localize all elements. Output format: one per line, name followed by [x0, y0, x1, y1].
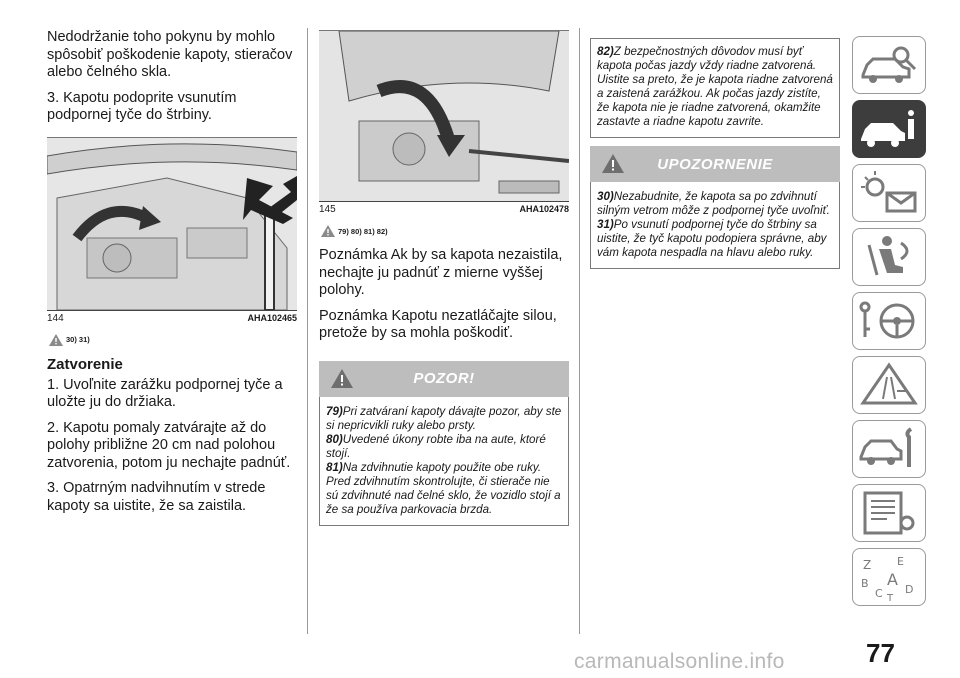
- step-2: 2. Kapotu pomaly zatvárajte až do polohy približne 20 cm nad polohou zatvorenia, potom ju nechajte padnúť.: [47, 419, 291, 471]
- tab-technical-specifications[interactable]: [852, 484, 926, 542]
- alert-box-body: [319, 397, 569, 526]
- tab-servicing-maintenance[interactable]: [852, 420, 926, 478]
- column-3: [590, 0, 840, 269]
- warning-triangle-icon: [331, 369, 353, 388]
- svg-text:T: T: [887, 593, 894, 601]
- item-text: Po vsunutí podpornej tyče do štrbiny sa uistite, že tyč kapotu podopiera správne, aby vám kapota nespadla na hlavu alebo ruky.: [597, 218, 827, 259]
- car-wrench-icon: [857, 425, 921, 473]
- alert-box-header: [590, 146, 840, 182]
- column-divider: [579, 28, 580, 634]
- item-number: 30): [597, 190, 614, 203]
- step-1: 1. Uvoľnite zarážku podpornej tyče a uložte ju do držiaka.: [47, 376, 283, 410]
- car-magnifier-icon: [857, 41, 921, 89]
- alert-title: POZOR!: [413, 370, 475, 387]
- specifications-list-icon: [857, 489, 921, 537]
- alert-box-body: [590, 182, 840, 269]
- hood-closing-illustration: [319, 31, 569, 201]
- alert-item: [326, 461, 562, 517]
- airbag-seat-icon: [857, 233, 921, 281]
- tab-safety[interactable]: [852, 228, 926, 286]
- warning-lights-icon: [857, 169, 921, 217]
- svg-text:C: C: [875, 587, 883, 600]
- paragraph: Nedodržanie toho pokynu by mohlo spôsobiť poškodenie kapoty, stieračov alebo čelného skla.: [47, 29, 293, 80]
- figure-number: 145: [319, 204, 336, 215]
- page-number: 77: [866, 638, 895, 668]
- item-number: 31): [597, 218, 614, 231]
- alert-title: UPOZORNENIE: [657, 155, 773, 173]
- car-info-icon: [857, 105, 921, 153]
- warning-continuation-box: [590, 38, 840, 138]
- alert-item: [326, 433, 562, 461]
- key-steering-wheel-icon: [857, 297, 921, 345]
- figure-caption: [319, 204, 569, 215]
- item-text: Nezabudnite, že kapota sa po zdvihnutí silným vetrom môže z podpornej tyče uvoľniť.: [597, 190, 830, 217]
- svg-text:Z: Z: [863, 558, 872, 572]
- alphabetical-index-icon: [857, 553, 921, 601]
- tab-getting-to-know-car[interactable]: [852, 36, 926, 94]
- column-2: [319, 0, 569, 526]
- item-text: Uvedené úkony robte iba na aute, ktoré stojí.: [326, 432, 546, 460]
- item-number: 80): [326, 432, 343, 446]
- item-number: 82): [597, 45, 614, 58]
- section-heading: Zatvorenie: [47, 355, 123, 373]
- svg-text:E: E: [897, 555, 904, 568]
- note-paragraph: Poznámka Kapotu nezatláčajte silou, pretože by sa mohla poškodiť.: [319, 307, 557, 341]
- tab-knowing-the-car[interactable]: [852, 100, 926, 158]
- paragraph: 3. Kapotu podoprite vsunutím podpornej tyče do štrbiny.: [47, 89, 237, 123]
- warning-triangle-icon: [602, 154, 624, 173]
- warning-references: [49, 334, 297, 346]
- figure-code: AHA102478: [519, 204, 569, 214]
- alert-box-header: [319, 361, 569, 397]
- note-paragraph: Poznámka Ak by sa kapota nezaistila, nechajte ju padnúť z mierne vyššej polohy.: [319, 247, 563, 298]
- figure-145-hood-closing: [319, 30, 569, 202]
- hood-prop-illustration: [47, 138, 297, 310]
- item-text: Pri zatváraní kapoty dávajte pozor, aby ste si nepricvikli ruky alebo prsty.: [326, 404, 562, 432]
- watermark: carmanualsonline.info: [574, 650, 785, 673]
- figure-caption: [47, 313, 297, 324]
- item-number: 81): [326, 460, 343, 474]
- column-1: [47, 0, 297, 523]
- svg-text:D: D: [905, 583, 914, 596]
- tab-in-an-emergency[interactable]: [852, 356, 926, 414]
- figure-number: 144: [47, 312, 64, 324]
- chapter-tabs: [852, 36, 926, 612]
- tab-index[interactable]: [852, 548, 926, 606]
- figure-144-hood-support-rod: [47, 137, 297, 311]
- item-number: 79): [326, 404, 343, 418]
- svg-text:B: B: [861, 577, 869, 590]
- warning-references: [321, 225, 569, 237]
- tab-warning-lights[interactable]: [852, 164, 926, 222]
- item-text: Na zdvihnutie kapoty použite obe ruky. Pred zdvihnutím skontrolujte, či stierače nie sú zdvihnuté nad čelné sklo, že vozidlo stojí a že sa používa parkovacia brzda.: [326, 460, 561, 516]
- reference-numbers: 79) 80) 81) 82): [338, 226, 388, 236]
- road-warning-icon: [857, 361, 921, 409]
- alert-item: [326, 405, 562, 433]
- reference-numbers: 30) 31): [66, 335, 90, 344]
- item-text: Z bezpečnostných dôvodov musí byť kapota počas jazdy vždy riadne zatvorená. Uistite sa preto, že je kapota riadne zatvorená a zaistená zarážkou. Ak počas jazdy zistíte, že kapota nie je riadne zatvorená, okamžite zastavte a riadne kapotu zavrite.: [597, 45, 833, 128]
- tab-starting-driving[interactable]: [852, 292, 926, 350]
- column-divider: [307, 28, 308, 634]
- svg-text:A: A: [887, 570, 898, 589]
- warning-triangle-icon: [49, 334, 63, 346]
- warning-triangle-icon: [321, 225, 335, 237]
- step-3: 3. Opatrným nadvihnutím v strede kapoty sa uistite, že sa zaistila.: [47, 480, 266, 514]
- alert-item: [597, 218, 833, 260]
- alert-item: [597, 190, 833, 218]
- figure-code: AHA102465: [247, 312, 297, 323]
